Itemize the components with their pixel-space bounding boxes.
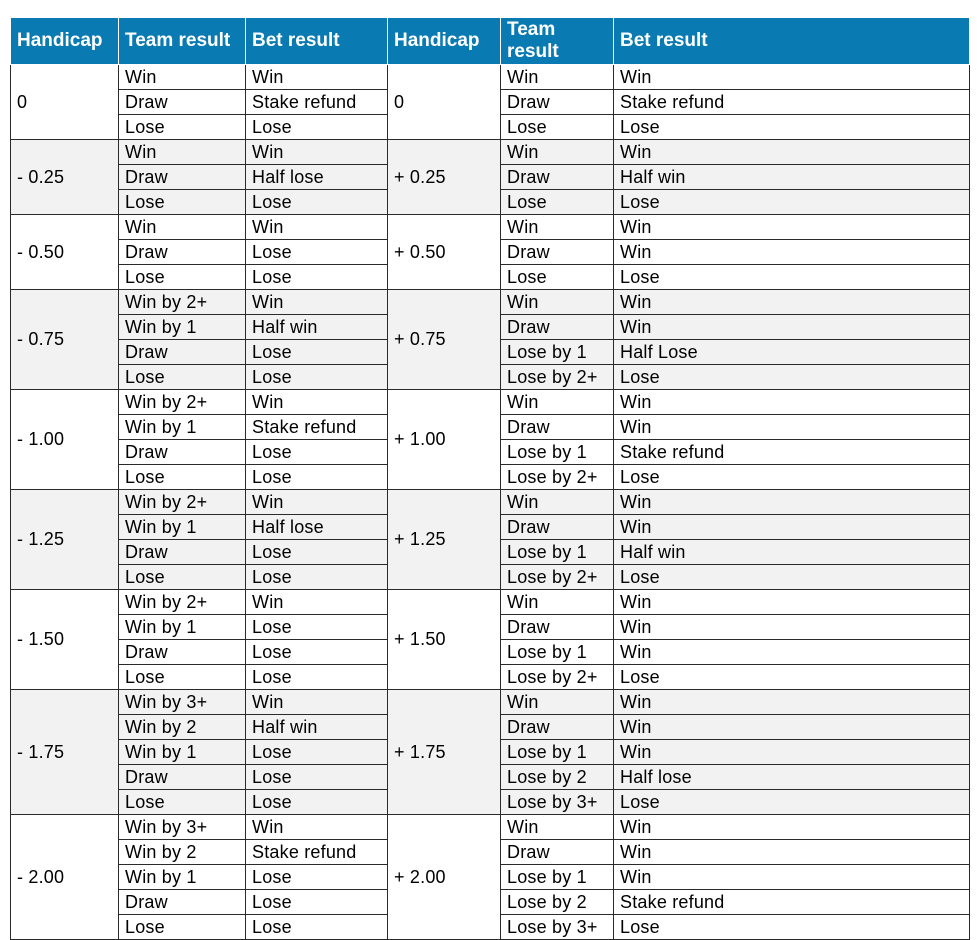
bet-result-cell: Lose: [246, 190, 388, 215]
table-row: [11, 490, 970, 515]
team-result-cell: Lose by 1: [501, 640, 614, 665]
bet-result-cell: Lose: [246, 890, 388, 915]
bet-result-cell: Stake refund: [614, 440, 970, 465]
team-result-cell: Win: [119, 140, 246, 165]
team-result-cell: Lose by 2+: [501, 465, 614, 490]
handicap-cell-left: - 2.00: [11, 815, 119, 940]
bet-result-cell: Lose: [246, 790, 388, 815]
bet-result-cell: Lose: [246, 740, 388, 765]
team-result-cell: Win: [501, 490, 614, 515]
team-result-cell: Win by 1: [119, 615, 246, 640]
asian-handicap-table: [10, 17, 970, 940]
table-row: [11, 690, 970, 715]
table-row: [11, 140, 970, 165]
bet-result-cell: Win: [246, 390, 388, 415]
bet-result-cell: Lose: [246, 665, 388, 690]
bet-result-cell: Half Lose: [614, 340, 970, 365]
team-result-cell: Draw: [501, 715, 614, 740]
team-result-cell: Lose by 2: [501, 765, 614, 790]
team-result-cell: Lose: [501, 115, 614, 140]
team-result-cell: Win by 2+: [119, 490, 246, 515]
bet-result-cell: Lose: [614, 790, 970, 815]
bet-result-cell: Win: [614, 140, 970, 165]
handicap-cell-right: + 2.00: [388, 815, 501, 940]
team-result-cell: Draw: [501, 840, 614, 865]
bet-result-cell: Win: [614, 740, 970, 765]
bet-result-cell: Stake refund: [614, 90, 970, 115]
bet-result-cell: Win: [246, 690, 388, 715]
team-result-cell: Win: [501, 290, 614, 315]
team-result-cell: Win by 1: [119, 740, 246, 765]
bet-result-cell: Half lose: [246, 515, 388, 540]
team-result-cell: Lose: [119, 465, 246, 490]
header-bet-result-right: Bet result: [614, 18, 970, 65]
team-result-cell: Lose by 2+: [501, 565, 614, 590]
bet-result-cell: Half win: [246, 715, 388, 740]
header-bet-result-left: Bet result: [246, 18, 388, 65]
bet-result-cell: Win: [614, 865, 970, 890]
bet-result-cell: Lose: [614, 565, 970, 590]
team-result-cell: Lose by 3+: [501, 915, 614, 940]
team-result-cell: Draw: [119, 765, 246, 790]
team-result-cell: Win by 1: [119, 865, 246, 890]
team-result-cell: Win by 1: [119, 315, 246, 340]
team-result-cell: Win: [501, 65, 614, 90]
bet-result-cell: Half win: [614, 165, 970, 190]
team-result-cell: Win: [501, 690, 614, 715]
bet-result-cell: Win: [614, 290, 970, 315]
bet-result-cell: Win: [614, 815, 970, 840]
bet-result-cell: Half win: [246, 315, 388, 340]
team-result-cell: Win by 1: [119, 415, 246, 440]
handicap-cell-right: + 0.75: [388, 290, 501, 390]
team-result-cell: Lose by 2+: [501, 665, 614, 690]
team-result-cell: Win: [119, 215, 246, 240]
table-body: [11, 65, 970, 940]
team-result-cell: Lose: [119, 365, 246, 390]
team-result-cell: Win: [501, 815, 614, 840]
bet-result-cell: Lose: [246, 340, 388, 365]
team-result-cell: Lose: [119, 915, 246, 940]
header-row: [11, 18, 970, 65]
team-result-cell: Draw: [119, 540, 246, 565]
table-row: [11, 215, 970, 240]
team-result-cell: Win: [119, 65, 246, 90]
team-result-cell: Draw: [501, 415, 614, 440]
team-result-cell: Win by 2: [119, 840, 246, 865]
team-result-cell: Lose: [501, 265, 614, 290]
team-result-cell: Draw: [501, 315, 614, 340]
bet-result-cell: Win: [246, 215, 388, 240]
bet-result-cell: Win: [614, 615, 970, 640]
bet-result-cell: Half lose: [614, 765, 970, 790]
bet-result-cell: Lose: [246, 365, 388, 390]
bet-result-cell: Win: [614, 315, 970, 340]
team-result-cell: Draw: [119, 640, 246, 665]
bet-result-cell: Win: [614, 215, 970, 240]
team-result-cell: Lose: [119, 115, 246, 140]
header-team-result-left: Team result: [119, 18, 246, 65]
bet-result-cell: Lose: [246, 265, 388, 290]
handicap-cell-left: - 1.50: [11, 590, 119, 690]
team-result-cell: Lose by 2: [501, 890, 614, 915]
handicap-cell-left: - 0.75: [11, 290, 119, 390]
header-handicap-right: Handicap: [388, 18, 501, 65]
handicap-cell-left: - 0.25: [11, 140, 119, 215]
bet-result-cell: Lose: [614, 115, 970, 140]
team-result-cell: Lose: [119, 565, 246, 590]
bet-result-cell: Win: [614, 640, 970, 665]
team-result-cell: Lose: [119, 790, 246, 815]
bet-result-cell: Lose: [614, 465, 970, 490]
team-result-cell: Draw: [119, 440, 246, 465]
team-result-cell: Lose by 3+: [501, 790, 614, 815]
bet-result-cell: Win: [246, 290, 388, 315]
team-result-cell: Draw: [501, 90, 614, 115]
bet-result-cell: Lose: [246, 115, 388, 140]
team-result-cell: Lose: [501, 190, 614, 215]
team-result-cell: Draw: [119, 340, 246, 365]
bet-result-cell: Win: [614, 490, 970, 515]
bet-result-cell: Win: [614, 240, 970, 265]
bet-result-cell: Lose: [246, 540, 388, 565]
bet-result-cell: Win: [614, 65, 970, 90]
bet-result-cell: Win: [246, 815, 388, 840]
bet-result-cell: Stake refund: [246, 415, 388, 440]
team-result-cell: Win by 3+: [119, 690, 246, 715]
team-result-cell: Lose by 1: [501, 540, 614, 565]
bet-result-cell: Lose: [246, 865, 388, 890]
header-handicap-left: Handicap: [11, 18, 119, 65]
handicap-cell-right: 0: [388, 65, 501, 140]
bet-result-cell: Lose: [614, 265, 970, 290]
team-result-cell: Win: [501, 215, 614, 240]
team-result-cell: Draw: [501, 240, 614, 265]
team-result-cell: Draw: [119, 890, 246, 915]
team-result-cell: Win by 1: [119, 515, 246, 540]
bet-result-cell: Win: [246, 590, 388, 615]
bet-result-cell: Win: [246, 140, 388, 165]
bet-result-cell: Lose: [246, 240, 388, 265]
team-result-cell: Win: [501, 390, 614, 415]
team-result-cell: Lose by 1: [501, 865, 614, 890]
table-row: [11, 290, 970, 315]
bet-result-cell: Stake refund: [614, 890, 970, 915]
team-result-cell: Draw: [501, 515, 614, 540]
bet-result-cell: Win: [614, 690, 970, 715]
bet-result-cell: Lose: [246, 765, 388, 790]
handicap-cell-left: - 1.75: [11, 690, 119, 815]
bet-result-cell: Lose: [246, 640, 388, 665]
team-result-cell: Draw: [119, 240, 246, 265]
table-row: [11, 590, 970, 615]
handicap-cell-right: + 0.50: [388, 215, 501, 290]
bet-result-cell: Win: [614, 390, 970, 415]
bet-result-cell: Half win: [614, 540, 970, 565]
bet-result-cell: Stake refund: [246, 840, 388, 865]
table-row: [11, 65, 970, 90]
team-result-cell: Win by 2+: [119, 290, 246, 315]
bet-result-cell: Lose: [614, 915, 970, 940]
bet-result-cell: Win: [614, 840, 970, 865]
table-row: [11, 390, 970, 415]
bet-result-cell: Win: [614, 515, 970, 540]
team-result-cell: Draw: [119, 165, 246, 190]
team-result-cell: Win by 2+: [119, 590, 246, 615]
handicap-cell-right: + 0.25: [388, 140, 501, 215]
header-team-result-right: Team result: [501, 18, 614, 65]
team-result-cell: Lose by 1: [501, 740, 614, 765]
bet-result-cell: Lose: [614, 665, 970, 690]
handicap-cell-left: 0: [11, 65, 119, 140]
team-result-cell: Lose: [119, 190, 246, 215]
bet-result-cell: Lose: [246, 615, 388, 640]
bet-result-cell: Win: [614, 715, 970, 740]
bet-result-cell: Win: [614, 590, 970, 615]
team-result-cell: Win by 2: [119, 715, 246, 740]
team-result-cell: Win: [501, 590, 614, 615]
team-result-cell: Win by 3+: [119, 815, 246, 840]
bet-result-cell: Lose: [246, 465, 388, 490]
team-result-cell: Lose: [119, 265, 246, 290]
handicap-cell-left: - 1.25: [11, 490, 119, 590]
bet-result-cell: Lose: [614, 365, 970, 390]
handicap-cell-right: + 1.25: [388, 490, 501, 590]
handicap-cell-left: - 0.50: [11, 215, 119, 290]
bet-result-cell: Lose: [614, 190, 970, 215]
handicap-cell-right: + 1.00: [388, 390, 501, 490]
table-row: [11, 815, 970, 840]
team-result-cell: Lose by 1: [501, 340, 614, 365]
bet-result-cell: Lose: [246, 915, 388, 940]
team-result-cell: Win: [501, 140, 614, 165]
bet-result-cell: Win: [246, 65, 388, 90]
bet-result-cell: Lose: [246, 440, 388, 465]
handicap-cell-right: + 1.75: [388, 690, 501, 815]
team-result-cell: Draw: [501, 165, 614, 190]
bet-result-cell: Stake refund: [246, 90, 388, 115]
team-result-cell: Lose by 2+: [501, 365, 614, 390]
bet-result-cell: Win: [614, 415, 970, 440]
bet-result-cell: Win: [246, 490, 388, 515]
team-result-cell: Lose: [119, 665, 246, 690]
team-result-cell: Draw: [501, 615, 614, 640]
handicap-cell-right: + 1.50: [388, 590, 501, 690]
team-result-cell: Win by 2+: [119, 390, 246, 415]
team-result-cell: Lose by 1: [501, 440, 614, 465]
bet-result-cell: Half lose: [246, 165, 388, 190]
team-result-cell: Draw: [119, 90, 246, 115]
handicap-cell-left: - 1.00: [11, 390, 119, 490]
bet-result-cell: Lose: [246, 565, 388, 590]
